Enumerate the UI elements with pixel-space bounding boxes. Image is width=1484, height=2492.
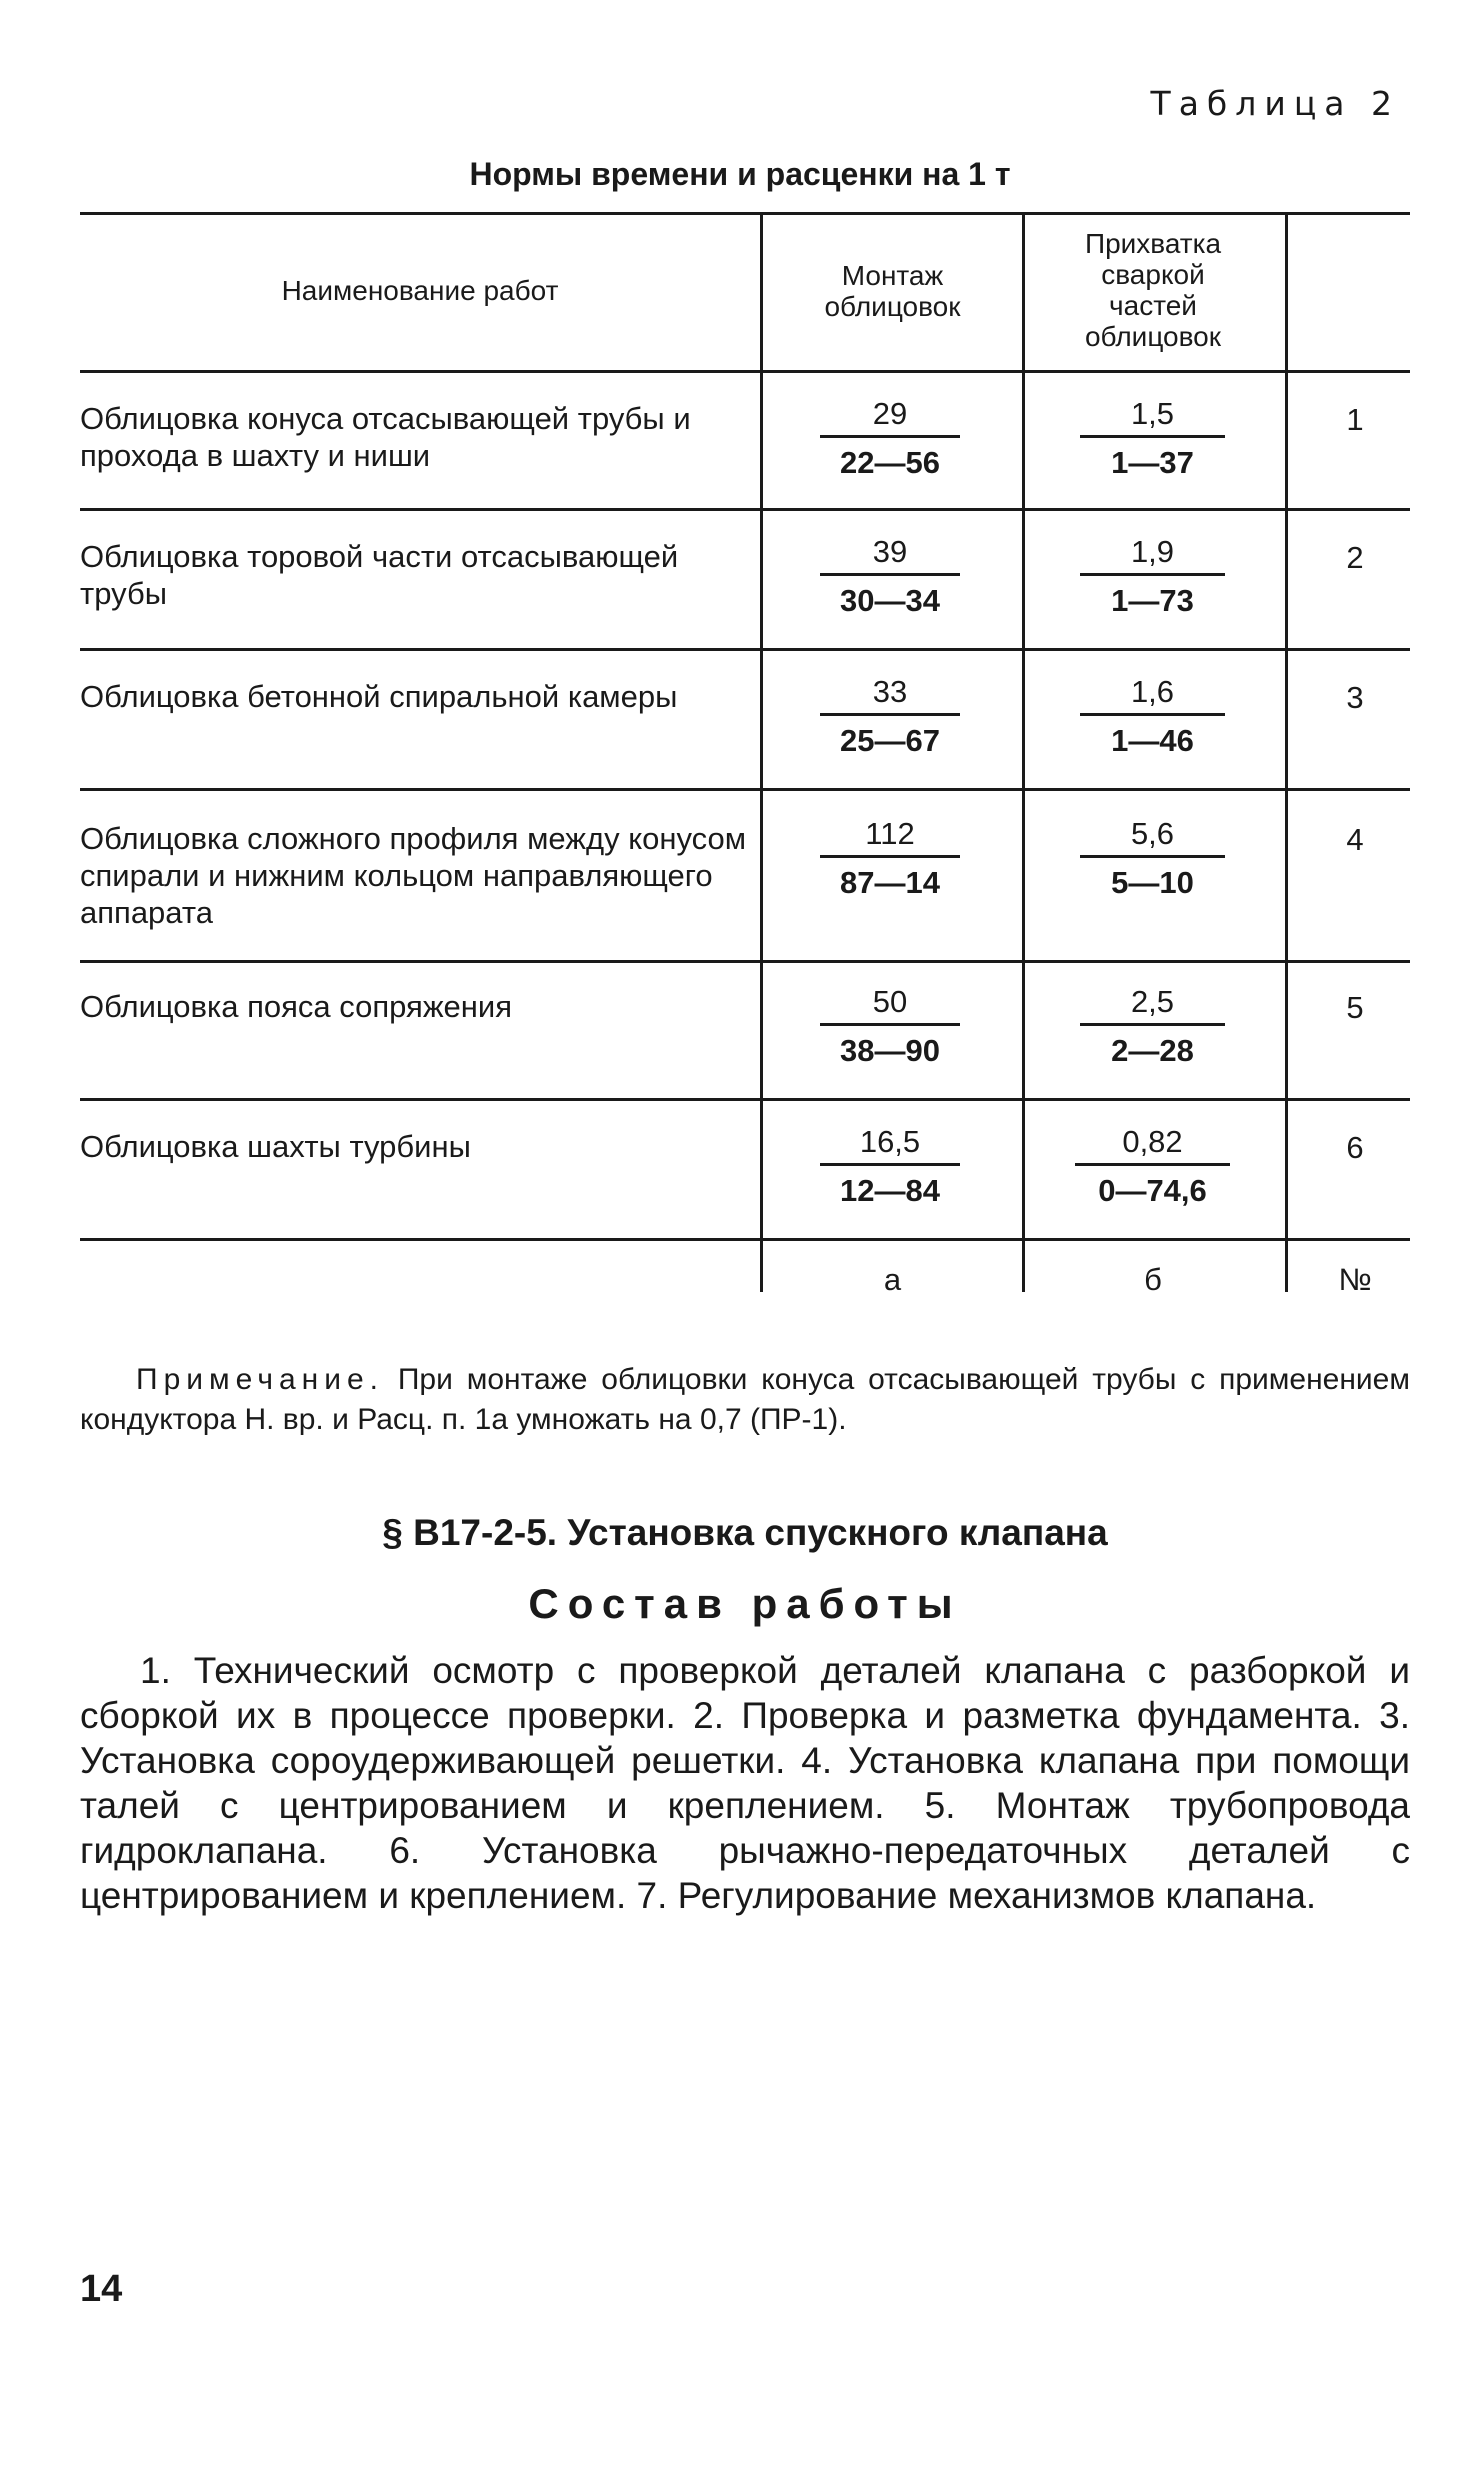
tack-welding-value	[1080, 983, 1225, 1070]
column-header-name: Наименование работ	[281, 275, 559, 306]
row-number: 2	[1346, 540, 1364, 575]
table-title: Нормы времени и расценки на 1 т	[469, 156, 1011, 192]
price: 0—74,6	[1098, 1173, 1207, 1208]
work-name: Облицовка торовой части отсасывающей трубы	[80, 539, 679, 611]
work-name: Облицовка шахты турбины	[80, 1129, 471, 1164]
fraction-bar	[1080, 435, 1225, 438]
fraction-bar	[820, 713, 960, 716]
installation-value	[820, 1123, 960, 1210]
price: 5—10	[1111, 865, 1194, 900]
header-bottom-rule	[80, 370, 1410, 373]
row-number: 4	[1346, 822, 1364, 857]
price: 12—84	[840, 1173, 940, 1208]
price: 1—37	[1111, 445, 1194, 480]
fraction-bar	[820, 1163, 960, 1166]
tack-welding-value	[1080, 673, 1225, 760]
column-header-tack-welding: Прихватка сваркой частей облицовок	[1084, 228, 1222, 352]
row-number: 6	[1346, 1130, 1364, 1165]
row-rule	[80, 508, 1410, 511]
fraction-bar	[1080, 1023, 1225, 1026]
fraction-bar	[1075, 1163, 1230, 1166]
norm-time: 50	[872, 984, 908, 1019]
column-divider	[1022, 212, 1025, 1292]
price: 30—34	[840, 583, 940, 618]
norm-time: 2,5	[1130, 984, 1175, 1019]
column-key-number: №	[1338, 1262, 1372, 1297]
row-number: 1	[1346, 402, 1364, 437]
norm-time: 16,5	[859, 1124, 921, 1159]
column-header-installation: Монтаж облицовок	[824, 260, 961, 322]
fraction-bar	[1080, 855, 1225, 858]
work-name: Облицовка сложного профиля между конусом спирали и нижним кольцом направляющего аппарата	[80, 821, 747, 930]
tack-welding-value	[1080, 815, 1225, 902]
work-composition-text: 1. Технический осмотр с проверкой деталей клапана с разборкой и сборкой их в процессе проверки. 2. Проверка и разметка фундамента. 3. Установка сороудерживающей решетки. 4. Установка клапана при помощи талей с центрированием и креплением. 5. Монтаж трубопровода гидроклапана. 6. Установка рычажно-передаточных деталей с центрированием и креплением. 7. Регулирование механизмов клапана.	[80, 1650, 1410, 1916]
fraction-bar	[1080, 713, 1225, 716]
price: 1—73	[1111, 583, 1194, 618]
installation-value	[820, 395, 960, 482]
work-name: Облицовка пояса сопряжения	[80, 989, 513, 1024]
tack-welding-value	[1075, 1123, 1230, 1210]
fraction-bar	[1080, 573, 1225, 576]
section-heading: § В17-2-5. Установка спускного клапана	[382, 1512, 1108, 1553]
norm-time: 0,82	[1122, 1124, 1183, 1159]
price: 1—46	[1111, 723, 1194, 758]
norm-time: 1,9	[1130, 534, 1175, 569]
row-rule	[80, 960, 1410, 963]
norm-time: 112	[865, 816, 915, 851]
row-rule	[80, 1098, 1410, 1101]
page-number: 14	[80, 2268, 123, 2310]
column-key-a: а	[883, 1262, 902, 1297]
row-number: 5	[1346, 990, 1364, 1025]
note-label: Примечание.	[136, 1363, 384, 1396]
row-number: 3	[1346, 680, 1364, 715]
norm-time: 5,6	[1130, 816, 1175, 851]
norm-time: 1,6	[1130, 674, 1175, 709]
work-name: Облицовка бетонной спиральной камеры	[80, 679, 678, 714]
fraction-bar	[820, 1023, 960, 1026]
table-note	[80, 1360, 1410, 1440]
price: 2—28	[1111, 1033, 1194, 1068]
norm-time: 29	[872, 396, 908, 431]
installation-value	[820, 533, 960, 620]
installation-value	[820, 673, 960, 760]
table-top-rule	[80, 212, 1410, 215]
row-rule	[80, 788, 1410, 791]
price: 87—14	[840, 865, 940, 900]
row-rule	[80, 648, 1410, 651]
price: 22—56	[840, 445, 940, 480]
norm-time: 39	[872, 534, 908, 569]
tack-welding-value	[1080, 533, 1225, 620]
composition-heading: Состав работы	[528, 1580, 962, 1627]
price: 38—90	[840, 1033, 940, 1068]
installation-value	[820, 815, 960, 902]
column-divider	[1285, 212, 1288, 1292]
note-text: При монтаже облицовки конуса отсасывающей трубы с применением кондуктора Н. вр. и Расц. п. 1а умножать на 0,7 (ПР-1).	[80, 1363, 1410, 1436]
column-divider	[760, 212, 763, 1292]
installation-value	[820, 983, 960, 1070]
table-label: Таблица 2	[1150, 84, 1400, 123]
norm-time: 1,5	[1130, 396, 1175, 431]
column-key-b: б	[1144, 1262, 1162, 1297]
price: 25—67	[840, 723, 940, 758]
fraction-bar	[820, 435, 960, 438]
work-name: Облицовка конуса отсасывающей трубы и прохода в шахту и ниши	[80, 401, 691, 473]
norm-time: 33	[872, 674, 908, 709]
fraction-bar	[820, 855, 960, 858]
fraction-bar	[820, 573, 960, 576]
table-bottom-rule	[80, 1238, 1410, 1241]
tack-welding-value	[1080, 395, 1225, 482]
